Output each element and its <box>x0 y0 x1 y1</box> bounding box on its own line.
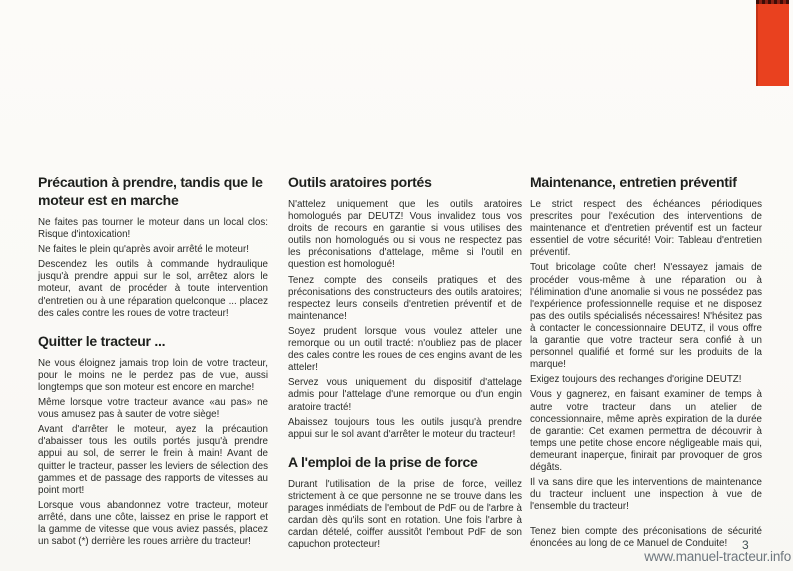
section-heading: Maintenance, entretien préventif <box>530 174 737 190</box>
paragraph: Tenez bien compte des préconisations de sécurité énoncées au long de ce Manuel de Conduite! <box>530 526 762 550</box>
watermark: www.manuel-tracteur.info <box>644 549 791 564</box>
section-leaving-tractor <box>38 332 268 548</box>
chapter-color-tab <box>756 0 789 86</box>
section-maintenance <box>530 173 762 551</box>
column-mounted-implements <box>288 173 522 554</box>
paragraph: Tout bricolage coûte cher! N'essayez jamais de procéder vous-même à une réparation ou à l'élimination d'une anomalie si vous ne possédez pas l'expérience professionnelle requise et ne disposez pas des outils spécialisés nécessaires! N'hésitez pas à contacter le concessionnaire DEUTZ, il vous offre la garantie que votre tracteur sera confié à un personnel qualifié et formé sur les produits de la marque! <box>530 262 762 371</box>
paragraph: N'attelez uniquement que les outils aratoires homologués par DEUTZ! Vous invalidez tous vos droits de recours en garantie si vous utilises des outils non homologués ou si vous ne respectez pas les préconisations d'attelage, même si l'outil en question est homologué! <box>288 199 522 271</box>
paragraph: Abaissez toujours tous les outils jusqu'à prendre appui sur le sol avant d'arrêter le moteur du tracteur! <box>288 416 522 440</box>
paragraph: Durant l'utilisation de la prise de force, veillez strictement à ce que personne ne se trouve dans les parages inmédiats de l'embout de PdF ou de l'arbre à cardan dès qu'ils sont en rotation. Une fois l'arbre à cardan dételé, coiffer aussitôt l'embout PdF de son capuchon protecteur! <box>288 478 522 551</box>
paragraph: Vous y gagnerez, en faisant examiner de temps à autre votre tracteur dans un atelier de concessionnaire, même après expiration de la durée de garantie: Cet examen permettra de découvrir à temps une petite chose encore négligeable mais qui, demeurant inaperçue, finirait par provoquer de gros dégâts. <box>530 389 762 473</box>
section-heading: Quitter le tracteur ... <box>38 332 166 349</box>
paragraph: Avant d'arrêter le moteur, ayez la précaution d'abaisser tous les outils portés jusqu'à prendre appui au sol, de serrer le frein à main! Avant de quitter le tracteur, passer les leviers de sélection des gammes et de passage des rapports de vitesses au point mort! <box>38 424 268 496</box>
section-pto-use <box>288 453 522 552</box>
column-maintenance <box>530 173 762 554</box>
section-heading: A l'emploi de la prise de force <box>288 453 478 470</box>
paragraph: Exigez toujours des rechanges d'origine DEUTZ! <box>530 374 742 386</box>
paragraph: Ne faites le plein qu'après avoir arrêté le moteur! <box>38 244 249 256</box>
paragraph: Ne vous éloignez jamais trop loin de votre tracteur, pour le moins ne le perdez pas de vue, aussi longtemps que son moteur est encore en marche! <box>38 357 268 393</box>
paragraph: Lorsque vous abandonnez votre tracteur, moteur arrêté, dans une côte, laissez en prise le rapport et la gamme de vitesse que vous aviez passés, placez un sabot (*) derrière les roues arrière du tracteur! <box>38 499 268 548</box>
section-mounted-implements <box>288 173 522 441</box>
paragraph: Le strict respect des échéances périodiques prescrites pour l'exécution des interventions de maintenance et d'entretien préventif est un facteur essentiel de votre sécurité! Voir: Tableau d'entretien préventif. <box>530 199 762 259</box>
page-number: 3 <box>742 538 749 552</box>
paragraph: Soyez prudent lorsque vous voulez atteler une remorque ou un outil tracté: n'oubliez pas de placer des cales contre les roues de ces engins avant de les atteler! <box>288 325 522 374</box>
paragraph: Il va sans dire que les interventions de maintenance du tracteur incluent une inspection à vue de l'ensemble du tracteur! <box>530 477 762 513</box>
paragraph: Même lorsque votre tracteur avance «au pas» ne vous amusez pas à sauter de votre siège! <box>38 397 268 421</box>
section-engine-running <box>38 173 268 320</box>
paragraph: Tenez compte des conseils pratiques et des préconisations des constructeurs des outils aratoires; respectez leurs conseils d'entretien préventif et de maintenance! <box>288 274 522 322</box>
paragraph: Descendez les outils à commande hydraulique jusqu'à prendre appui sur le sol, arrêtez alors le moteur, avant de procéder à toute intervention d'entretien ou à une réparation quelconque ... placez des cales contre les roues de votre tracteur! <box>38 259 268 319</box>
section-heading: Outils aratoires portés <box>288 174 432 190</box>
paragraph: Servez vous uniquement du dispositif d'attelage admis pour l'attelage d'une remorque ou d'un engin aratoire tracté! <box>288 377 522 413</box>
paragraph: Ne faites pas tourner le moteur dans un local clos: Risque d'intoxication! <box>38 217 268 241</box>
section-heading: Précaution à prendre, tandis que le moteur est en marche <box>38 174 263 208</box>
column-engine-precautions <box>38 173 268 551</box>
